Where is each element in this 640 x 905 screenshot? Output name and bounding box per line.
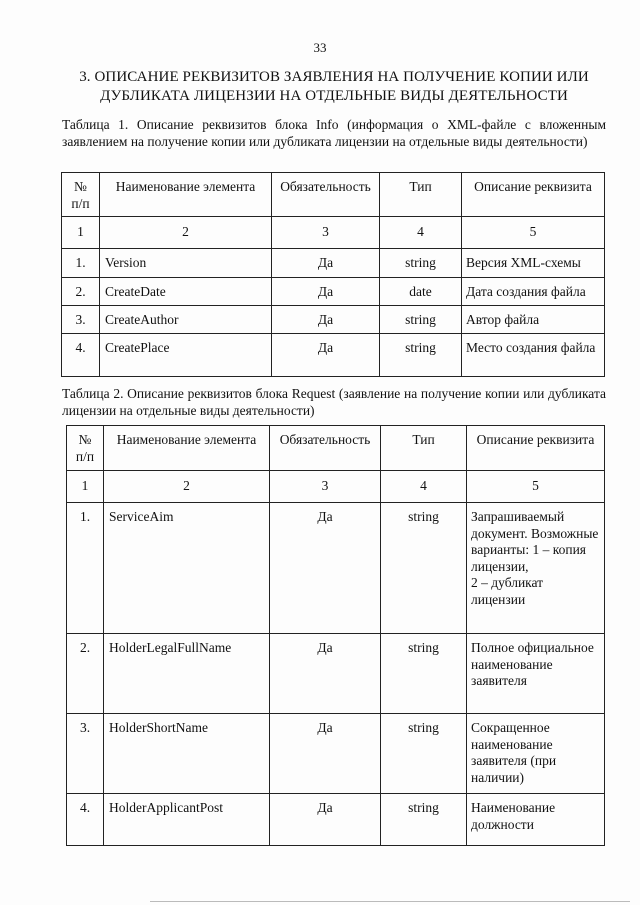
row-number: 4. (67, 794, 104, 846)
element-name: HolderApplicantPost (104, 794, 270, 846)
table-row (67, 634, 605, 714)
row-number: 1. (67, 503, 104, 634)
description-value: Наименование должности (467, 794, 605, 846)
required-value: Да (270, 714, 381, 794)
row-number: 1. (62, 249, 100, 278)
type-value: string (381, 634, 467, 714)
table-row (62, 249, 605, 278)
row-number: 3. (67, 714, 104, 794)
column-number: 5 (462, 217, 605, 249)
column-header-type: Тип (381, 426, 467, 471)
column-number: 1 (62, 217, 100, 249)
required-value: Да (272, 249, 380, 278)
section-heading-line-2: ДУБЛИКАТА ЛИЦЕНЗИИ НА ОТДЕЛЬНЫЕ ВИДЫ ДЕЯТЕЛЬНОСТИ (100, 88, 568, 104)
column-number: 1 (67, 471, 104, 503)
description-value: Место создания файла (462, 334, 605, 377)
description-value: Запрашиваемый документ. Возможные варианты: 1 – копия лицензии, 2 – дубликат лицензии (467, 503, 605, 634)
row-number: 2. (67, 634, 104, 714)
required-value: Да (270, 503, 381, 634)
column-header-required: Обязательность (272, 173, 380, 217)
element-name: HolderLegalFullName (104, 634, 270, 714)
required-value: Да (272, 306, 380, 334)
table-row (67, 794, 605, 846)
type-value: string (381, 503, 467, 634)
column-header-description: Описание реквизита (467, 426, 605, 471)
element-name: CreatePlace (100, 334, 272, 377)
column-header-number: № п/п (62, 173, 100, 217)
column-number: 4 (381, 471, 467, 503)
table-row (67, 503, 605, 634)
column-number: 4 (380, 217, 462, 249)
element-name: Version (100, 249, 272, 278)
column-number-row (62, 217, 605, 249)
table-row (67, 714, 605, 794)
column-header-required: Обязательность (270, 426, 381, 471)
row-number: 3. (62, 306, 100, 334)
column-number: 3 (270, 471, 381, 503)
column-header-type: Тип (380, 173, 462, 217)
description-value: Сокращенное наименование заявителя (при наличии) (467, 714, 605, 794)
table-header-row (67, 426, 605, 471)
required-value: Да (272, 278, 380, 306)
row-number: 4. (62, 334, 100, 377)
type-value: string (380, 306, 462, 334)
column-number: 5 (467, 471, 605, 503)
page-number: 33 (313, 40, 327, 55)
row-number: 2. (62, 278, 100, 306)
column-number-row (67, 471, 605, 503)
description-value: Полное официальное наименование заявителя (467, 634, 605, 714)
type-value: string (380, 249, 462, 278)
type-value: string (381, 714, 467, 794)
required-value: Да (272, 334, 380, 377)
column-header-element-name: Наименование элемента (104, 426, 270, 471)
table-2-caption: Таблица 2. Описание реквизитов блока Request (заявление на получение копии или дубликата лицензии на отдельные виды деятельности) (62, 386, 606, 418)
table-1 (61, 172, 605, 377)
element-name: CreateAuthor (100, 306, 272, 334)
table-row (62, 306, 605, 334)
description-value: Дата создания файла (462, 278, 605, 306)
column-number: 2 (100, 217, 272, 249)
required-value: Да (270, 634, 381, 714)
table-2 (66, 425, 605, 846)
type-value: string (381, 794, 467, 846)
element-name: HolderShortName (104, 714, 270, 794)
type-value: string (380, 334, 462, 377)
column-number: 2 (104, 471, 270, 503)
column-header-number: № п/п (67, 426, 104, 471)
table-row (62, 278, 605, 306)
section-heading-line-1: 3. ОПИСАНИЕ РЕКВИЗИТОВ ЗАЯВЛЕНИЯ НА ПОЛУЧЕНИЕ КОПИИ ИЛИ (79, 69, 589, 85)
section-heading (60, 68, 608, 106)
column-number: 3 (272, 217, 380, 249)
element-name: CreateDate (100, 278, 272, 306)
element-name: ServiceAim (104, 503, 270, 634)
description-value: Версия XML-схемы (462, 249, 605, 278)
column-header-description: Описание реквизита (462, 173, 605, 217)
scan-edge-line (150, 901, 630, 902)
table-header-row (62, 173, 605, 217)
required-value: Да (270, 794, 381, 846)
column-header-element-name: Наименование элемента (100, 173, 272, 217)
description-value: Автор файла (462, 306, 605, 334)
table-1-caption: Таблица 1. Описание реквизитов блока Info (информация о XML-файле с вложенным заявлением на получение копии или дубликата лицензии на отдельные виды деятельности) (62, 117, 606, 149)
table-row (62, 334, 605, 377)
type-value: date (380, 278, 462, 306)
